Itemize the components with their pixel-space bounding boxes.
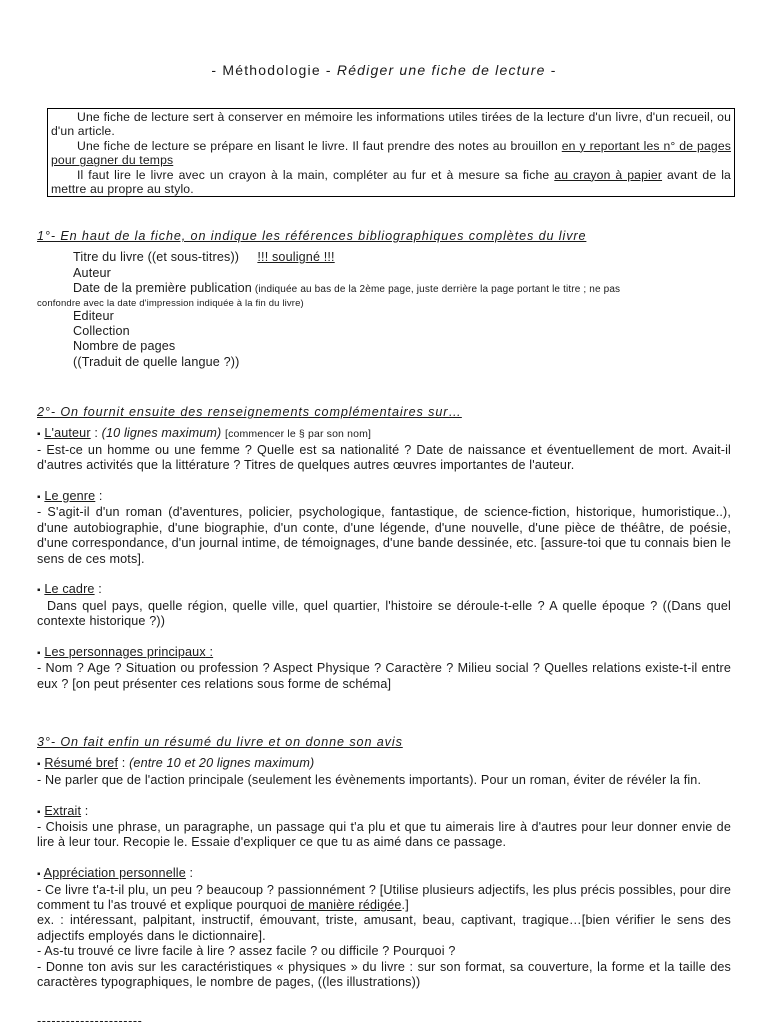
s1-date-label: Date de la première publication [73,281,252,296]
bullet-icon: ▪ [37,492,41,504]
s3-appr-underlined: de manière rédigée [290,898,402,913]
intro-paragraph-3 [51,168,731,197]
bullet-icon: ▪ [37,585,41,597]
section-3-heading: 3°- On fait enfin un résumé du livre et on donne son avis [37,735,403,749]
s2-auteur-max: (10 lignes maximum) [101,426,222,441]
separator-line: ---------------------- [37,1014,143,1028]
s1-traduit: ((Traduit de quelle langue ?)) [73,354,240,369]
s3-appr-title [37,866,731,882]
s3-appr-example: ex. : intéressant, palpitant, instructif, émouvant, triste, amusant, beau, captivant, tragique…[bien vérifier le sens des adjectifs employés dans le dictionnaire]. [37,913,731,943]
bullet-icon: ▪ [37,869,41,881]
s3-appr-b: .] [401,898,409,913]
s2-auteur-label: L'auteur [44,426,91,441]
s3-resume-label: Résumé bref [44,756,119,771]
s1-titre-line [37,250,731,265]
s2-perso-colon: : [205,645,214,660]
s3-resume-title [37,756,731,772]
section-2 [37,405,731,692]
s3-extrait-label: Extrait [44,803,82,818]
s2-cadre-text: Dans quel pays, quelle région, quelle ville, quel quartier, l'histoire se déroule-t-elle ? A quelle époque ? ((Dans quel contexte historique ?)) [37,598,731,629]
s2-cadre-colon: : [94,582,102,597]
bullet-icon: ▪ [37,806,41,818]
bullet-icon: ▪ [37,429,41,441]
s2-auteur-note: [commencer le § par son nom] [225,428,372,441]
s1-collection: Collection [73,324,130,339]
s3-appr-facile: - As-tu trouvé ce livre facile à lire ? assez facile ? ou difficile ? Pourquoi ? [37,944,456,959]
intro-p3-underlined: au crayon à papier [554,167,663,182]
intro-paragraph-1: Une fiche de lecture sert à conserver en mémoire les informations utiles tirées de la lecture d'un livre, d'un recueil, ou d'un article. [51,110,731,139]
s1-pages: Nombre de pages [73,339,176,354]
section-1 [37,229,731,370]
section-3 [37,735,731,990]
s1-souligne: !!! souligné !!! [257,250,335,265]
s2-cadre-label: Le cadre [44,582,95,597]
page-title [0,63,768,78]
s1-date-line [37,281,731,297]
s3-extrait-text: - Choisis une phrase, un paragraphe, un passage qui t'a plu et que tu aimerais lire à d'autres pour leur donner envie de lire à leur tour. Recopie le. Essaie d'expliquer ce que tu as aimé dans ce passage. [37,820,731,850]
s1-auteur: Auteur [73,265,112,280]
s2-perso-text: - Nom ? Age ? Situation ou profession ? Aspect Physique ? Caractère ? Milieu social ? Quelles relations existe-t-il entre eux ? [on peut présenter ces relations sous forme de schéma] [37,661,731,691]
bullet-icon: ▪ [37,759,41,771]
s2-cadre-title [37,582,731,598]
s1-date-note-2: confondre avec la date d'impression indiquée à la fin du livre) [37,297,304,309]
s2-genre-title [37,489,731,505]
s3-resume-colon: : [118,756,126,771]
s3-extrait-colon: : [81,803,89,818]
s2-genre-colon: : [95,489,103,504]
s3-appr-donne: - Donne ton avis sur les caractéristiques « physiques » du livre : sur son format, sa couverture, la forme et la taille des caractères typographiques, le nombre de pages, ((les illustrations)) [37,959,731,990]
section-1-heading: 1°- En haut de la fiche, on indique les références bibliographiques complètes du livre [37,229,587,243]
s3-extrait-title [37,804,731,820]
s3-appr-colon: : [185,866,194,881]
intro-p2-underlined: en y reportant les n° de pages pour gagner du temps [51,138,731,168]
s3-appr-text [37,883,731,914]
s2-genre-label: Le genre [44,489,96,504]
s3-appr-a: - Ce livre t'a-t-il plu, un peu ? beaucoup ? passionnément ? [Utilise plusieurs adjectifs, les plus précis possibles, pour dire comment tu l'as trouvé et explique pourquoi [37,882,731,913]
intro-paragraph-2 [51,139,731,168]
title-italic: Rédiger une fiche de lecture [336,62,546,78]
s1-titre: Titre du livre ((et sous-titres)) [73,250,240,265]
s1-date-note: (indiquée au bas de la 2ème page, juste derrière la page portant le titre ; ne pas [251,284,621,296]
title-suffix: - [545,62,557,78]
intro-p3-end: avant de la mettre au propre au stylo. [51,167,731,197]
s2-auteur-text: - Est-ce un homme ou une femme ? Quelle est sa nationalité ? Date de naissance et éventuellement de mort. Avait-il d'autres activités que la littérature ? Titres de quelques autres œuvres importantes de l'auteur. [37,442,731,473]
s2-auteur-colon: : [90,426,98,441]
intro-p3-text: Il faut lire le livre avec un crayon à la main, compléter au fur et à mesure sa fiche [77,167,555,182]
s3-resume-text: - Ne parler que de l'action principale (seulement les évènements importants). Pour un roman, éviter de révéler la fin. [37,772,702,787]
s3-resume-max: (entre 10 et 20 lignes maximum) [129,756,315,771]
s2-perso-label: Les personnages principaux [44,645,206,660]
s2-genre-text: - S'agit-il d'un roman (d'aventures, policier, psychologique, fantastique, de science-fiction, historique, humoristique..), d'une autobiographie, d'une biographie, d'un conte, d'une légende, d'une nouvelle, d'une pièce de théâtre, de poésie, d'une correspondance, d'un journal intime, de témoignages, d'une bande dessinée, etc. [assure-toi que tu connais bien le sens de ces mots]. [37,505,731,566]
s1-editeur: Editeur [73,308,114,323]
s2-perso-title [37,645,731,661]
intro-p2-text: Une fiche de lecture se prépare en lisant le livre. Il faut prendre des notes au brouillon [77,138,562,153]
title-prefix: - Méthodologie - [211,62,337,78]
s3-appr-label: Appréciation personnelle [43,866,186,881]
s2-auteur-title [37,426,731,442]
section-2-heading: 2°- On fournit ensuite des renseignements complémentaires sur… [37,405,462,419]
bullet-icon: ▪ [37,648,41,660]
intro-box [47,108,735,197]
